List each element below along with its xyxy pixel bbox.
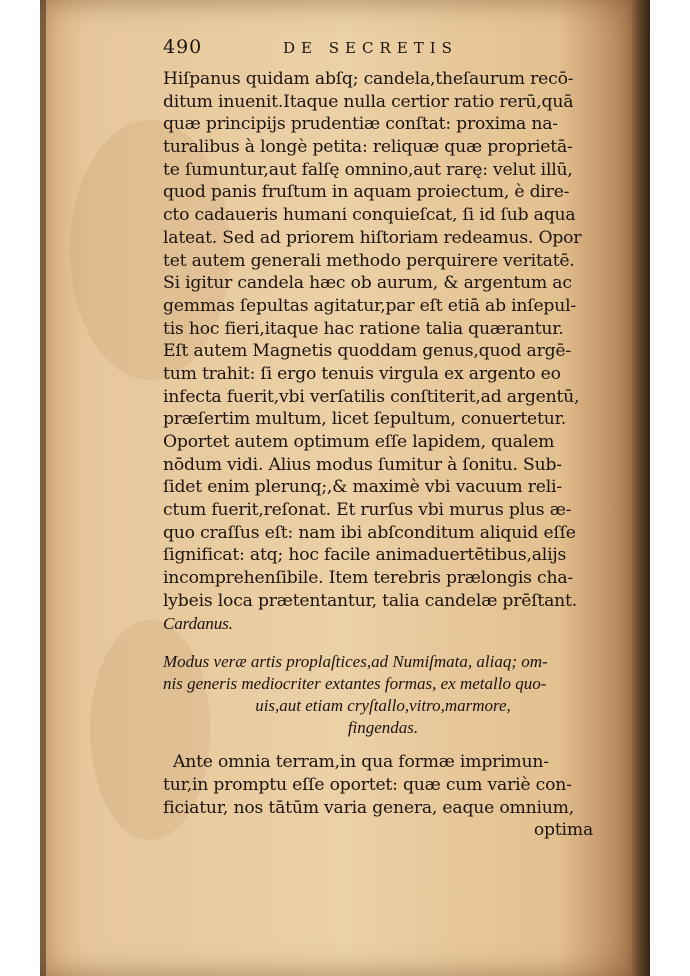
text-line: ditum inuenit.Itaque nulla certior ratio rerū,quā [163,91,574,112]
text-line: Si igitur candela hæc ob aurum, & argentum ac [163,273,572,294]
text-line: infecta fuerit,vbi verſatilis conſtiterit,ad argentū, [163,386,580,407]
text-line: Oportet autem optimum eſſe lapidem, qualem [163,432,555,452]
catchword: optima [533,820,593,841]
text-line: ficiatur, nos tātūm varia genera, eaque omnium, [163,797,575,818]
heading-line: nis generis mediocriter extantes formas, ex metallo quo- [163,674,547,694]
text-line: tur,in promptu eſſe oportet: quæ cum variè con- [163,774,572,795]
text-line: præſertim multum, licet ſepultum, conuertetur. [163,409,566,430]
text-line: lybeis loca prætentantur, talia candelæ prēſtant. [163,590,577,611]
text-line: ctum fuerit,reſonat. Et rurſus vbi murus plus æ- [163,500,572,521]
text-line: turalibus à longè petita: reliquæ quæ proprietā- [163,137,573,158]
running-head: DE SECRETIS [283,39,458,57]
text-line: gemmas ſepultas agitatur,par eſt etiā ab inſepul- [163,295,577,316]
text-line: nōdum vidi. Alius modus ſumitur à ſonitu. Sub- [163,454,562,475]
text-line: cto cadaueris humani conquieſcat, ſi id ſub aqua [163,205,576,226]
text-line: tum trahit: ſi ergo tenuis virgula ex argento eo [163,363,561,384]
text-line: tis hoc fieri,itaque hac ratione talia quærantur. [163,318,564,339]
page-text [163,36,623,842]
section-body [163,751,623,842]
page-left-edge [40,0,46,976]
text-line: lateat. Sed ad priorem hiſtoriam redeamus. Opor [163,227,582,248]
body-text [163,68,623,635]
text-line: te ſumuntur,aut falſę omnino,aut rarę: velut illū, [163,159,573,180]
text-line: Ante omnia terram,in qua formæ imprimun- [173,752,549,773]
text-line: ſidet enim plerunq;,& maximè vbi vacuum reli- [163,477,562,498]
text-line: quod panis fruſtum in aquam proiectum, è dire- [163,182,570,203]
page-number: 490 [163,36,203,58]
heading-line: fingendas. [347,718,419,738]
heading-line: Modus veræ artis proplaſtices,ad Numiſmata, aliaq; om- [163,652,548,672]
page-gutter-shadow [632,0,650,976]
text-line: ſignificat: atq; hoc facile animaduertētibus,alijs [163,545,567,566]
text-line: Hiſpanus quidam abſq; candela,theſaurum recō- [163,69,574,89]
text-line: quo craſſus eſt: nam ibi abſconditum aliquid eſſe [163,522,576,543]
heading-line: uis,aut etiam cryſtallo,vitro,marmore, [255,696,511,716]
section-heading [163,651,623,739]
attribution: Cardanus. [163,613,233,633]
text-line: tet autem generali methodo perquirere veritatē. [163,250,575,271]
text-line: incomprehenſibile. Item terebris prælongis cha- [163,568,574,589]
text-line: quæ principijs prudentiæ conſtat: proxima na- [163,114,558,135]
page-header [163,36,623,68]
text-line: Eſt autem Magnetis quoddam genus,quod argē- [163,341,571,362]
